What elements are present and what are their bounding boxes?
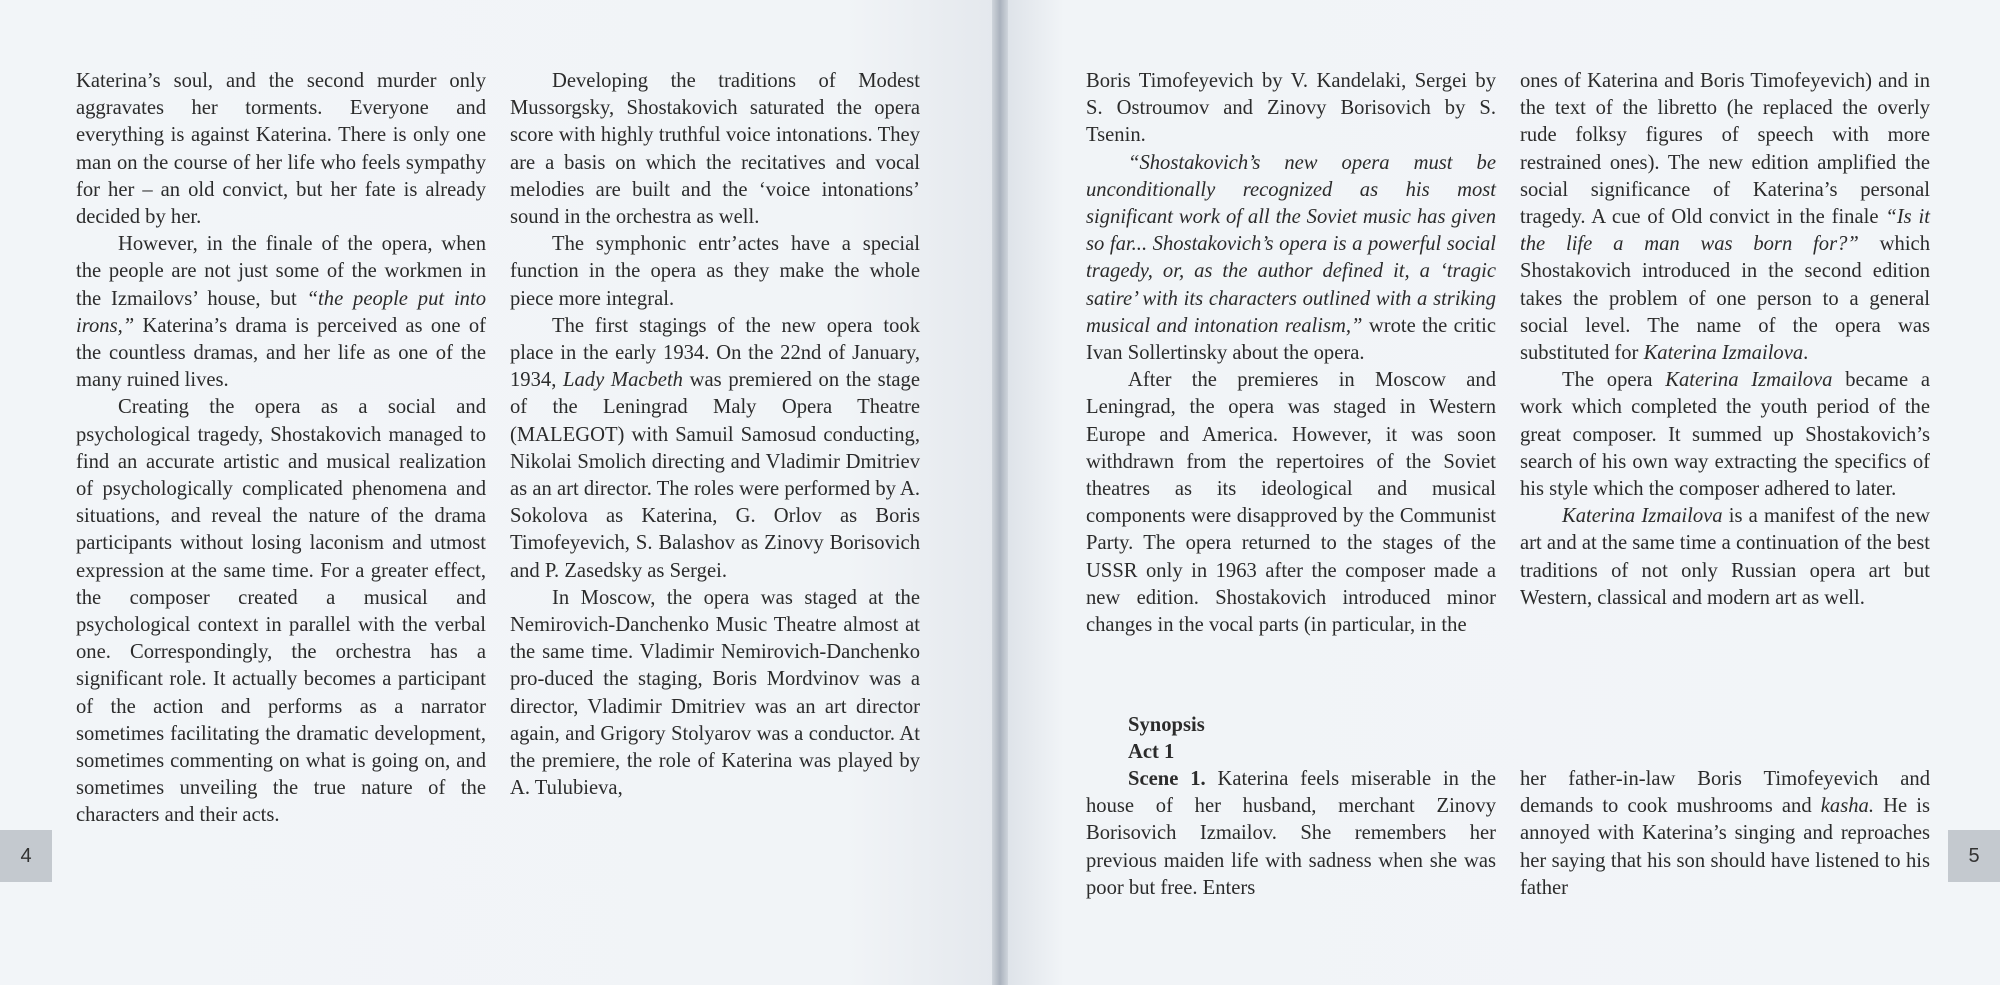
- synopsis-column-1: [1086, 766, 1496, 902]
- paragraph: The opera Katerina Izmailova became a work which completed the youth period of the great composer. It summed up Shostakovich’s search of his own way extracting the specifics of his style which the composer adhered to later.: [1520, 369, 1930, 501]
- synopsis-column-2: [1520, 766, 1930, 902]
- paragraph: Scene 1. Katerina feels miserable in the house of her husband, merchant Zinovy Borisovich Izmailov. She remembers her previous maiden life with sadness when she was poor but free. Enters: [1086, 768, 1497, 899]
- right-page-column-2: [1520, 68, 1930, 612]
- synopsis-heading: Synopsis: [1128, 714, 1205, 736]
- quote-paragraph: “Shostakovich’s new opera must be unconditionally recognized as his most significant work of all the Soviet music has given so far... Shostakovich’s opera is a powerful social tragedy, or, as the author defined it, a ‘tragic satire’ with its characters outlined with a striking musical and intonation realism,” wrote the critic Ivan Sollertinsky about the opera.: [1086, 151, 1496, 365]
- left-page-column-2: [510, 68, 920, 802]
- paragraph: Katerina Izmailova is a manifest of the new art and at the same time a continuation of the best traditions of not only Russian opera art but Western, classical and modern art as well.: [1520, 505, 1930, 609]
- paragraph: In Moscow, the opera was staged at the Nemirovich-Danchenko Music Theatre almost at the same time. Vladimir Nemirovich-Danchenko pro-duced the staging, Boris Mordvinov was a director, Vladimir Dmitriev was an art director again, and Grigory Stolyarov was a conductor. At the premiere, the role of Katerina was played by A. Tulubieva,: [510, 586, 920, 800]
- synopsis-heading-block: [1086, 712, 1496, 766]
- page-number-right: 5: [1948, 830, 2000, 882]
- paragraph: However, in the finale of the opera, when the people are not just some of the workmen in the Izmailovs’ house, but “the people put into irons,” Katerina’s drama is perceived as one of the countless dramas, and her life as one of the many ruined lives.: [76, 233, 486, 392]
- book-gutter: [992, 0, 1008, 985]
- paragraph: Boris Timofeyevich by V. Kandelaki, Sergei by S. Ostroumov and Zinovy Borisovich by S. Tsenin.: [1086, 70, 1496, 147]
- scene-label: Scene 1.: [1128, 768, 1206, 790]
- right-page-column-1: [1086, 68, 1496, 639]
- paragraph: Katerina’s soul, and the second murder only aggravates her torments. Everyone and everything is against Katerina. There is only one man on the course of her life who feels sympathy for her – an old convict, but her fate is already decided by her.: [76, 70, 486, 229]
- paragraph: Creating the opera as a social and psychological tragedy, Shostakovich managed to find an accurate artistic and musical realization of psychologically complicated phenomena and situations, and reveal the nature of the drama participants without losing laconism and utmost expression at the same time. For a greater effect, the composer created a musical and psychological context in parallel with the verbal one. Correspondingly, the orchestra has a significant role. It actually becomes a participant of the action and performs as a narrator sometimes facilitating the dramatic development, sometimes commenting on what is going on, and sometimes unveiling the true nature of the characters and their acts.: [76, 396, 486, 827]
- left-page-column-1: [76, 68, 486, 830]
- paragraph: her father-in-law Boris Timofeyevich and demands to cook mushrooms and kasha. He is annoyed with Katerina’s singing and reproaches her saying that his son should have listened to his father: [1520, 768, 1931, 899]
- act-heading: Act 1: [1128, 741, 1175, 764]
- paragraph: The first stagings of the new opera took place in the early 1934. On the 22nd of January, 1934, Lady Macbeth was premiered on the stage of the Leningrad Maly Opera Theatre (MALEGOT) with Samuil Samosud conducting, Nikolai Smolich directing and Vladimir Dmitriev as an art director. The roles were performed by A. Sokolova as Katerina, G. Orlov as Boris Timofeyevich, S. Balashov as Zinovy Borisovich and P. Zasedsky as Sergei.: [510, 314, 920, 582]
- paragraph: ones of Katerina and Boris Timofeyevich) and in the text of the libretto (he replaced the overly rude folksy figures of speech with more restrained ones). The new edition amplified the social significance of Katerina’s personal tragedy. A cue of Old convict in the finale “Is it the life a man was born for?” which Shostakovich introduced in the second edition takes the problem of one person to a general social level. The name of the opera was substituted for Katerina Izmailova.: [1520, 70, 1931, 365]
- paragraph: The symphonic entr’actes have a special function in the opera as they make the whole piece more integral.: [510, 233, 920, 310]
- paragraph: After the premieres in Moscow and Leningrad, the opera was staged in Western Europe and America. However, it was soon withdrawn from the repertoires of the Soviet theatres as its ideological and musical components were disapproved by the Communist Party. The opera returned to the stages of the USSR only in 1963 after the composer made a new edition. Shostakovich introduced minor changes in the vocal parts (in particular, in the: [1086, 369, 1496, 637]
- page-number-left: 4: [0, 830, 52, 882]
- paragraph: Developing the traditions of Modest Mussorgsky, Shostakovich saturated the opera score with highly truthful voice intonations. They are a basis on which the recitatives and vocal melodies are built and the ‘voice intonations’ sound in the orchestra as well.: [510, 70, 920, 229]
